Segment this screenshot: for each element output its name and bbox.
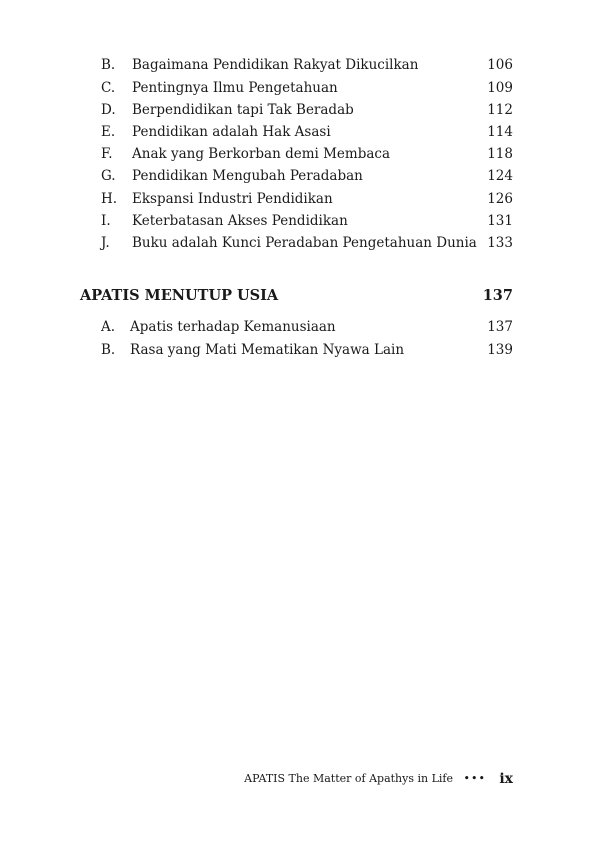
toc-entry-page: 137 [487,319,513,335]
toc-chapter-heading [80,284,513,308]
toc-entry-title: Buku adalah Kunci Peradaban Pengetahuan Dunia [132,235,477,251]
toc-entry-letter: J. [101,235,110,251]
toc-entry [101,77,513,99]
toc-entry-title: Pendidikan adalah Hak Asasi [132,124,331,140]
footer-book-title: APATIS The Matter of Apathys in Life [244,772,453,785]
toc-entry-letter: E. [101,124,116,140]
toc-entry-page: 106 [487,57,513,73]
toc-entry-page: 139 [487,342,513,358]
toc-entry-page: 131 [487,213,513,229]
chapter-page: 137 [482,287,513,304]
toc-entry-letter: I. [101,213,111,229]
toc-entry-page: 109 [487,80,513,96]
toc-entry-page: 124 [487,168,513,184]
toc-entry-letter: B. [101,342,116,358]
page-footer [0,769,513,789]
toc-entry-title: Anak yang Berkorban demi Membaca [132,146,391,162]
toc-entry-letter: F. [101,146,113,162]
toc-entry-title: Apatis terhadap Kemanusiaan [130,319,336,335]
toc-entry-letter: C. [101,80,116,96]
toc-entry-letter: A. [101,319,116,335]
toc-entry-letter: B. [101,57,116,73]
toc-entry [101,316,513,338]
toc-entry-letter: D. [101,102,116,118]
toc-entry-page: 112 [487,102,513,118]
toc-entry-letter: H. [101,191,118,207]
toc-entry [101,188,513,210]
toc-entry [101,143,513,165]
toc-entry-title: Berpendidikan tapi Tak Beradab [132,102,354,118]
toc-entry [101,54,513,76]
toc-entry-page: 133 [487,235,513,251]
toc-entry [101,210,513,232]
footer-dots-separator: ••• [463,772,486,785]
toc-entry-title: Rasa yang Mati Mematikan Nyawa Lain [130,342,405,358]
toc-entry [101,99,513,121]
toc-entry-page: 114 [487,124,513,140]
toc-entry [101,339,513,361]
toc-entry [101,232,513,254]
toc-entry [101,165,513,187]
toc-entry-title: Keterbatasan Akses Pendidikan [132,213,348,229]
toc-entry-page: 118 [487,146,513,162]
toc-entry-title: Pendidikan Mengubah Peradaban [132,168,363,184]
toc-entry-title: Bagaimana Pendidikan Rakyat Dikucilkan [132,57,419,73]
toc-entry-title: Pentingnya Ilmu Pengetahuan [132,80,338,96]
footer-page-number: ix [499,771,513,787]
toc-entry-title: Ekspansi Industri Pendidikan [132,191,333,207]
toc-entry-page: 126 [487,191,513,207]
chapter-title: APATIS MENUTUP USIA [80,287,279,304]
toc-entry [101,121,513,143]
toc-entry-letter: G. [101,168,116,184]
